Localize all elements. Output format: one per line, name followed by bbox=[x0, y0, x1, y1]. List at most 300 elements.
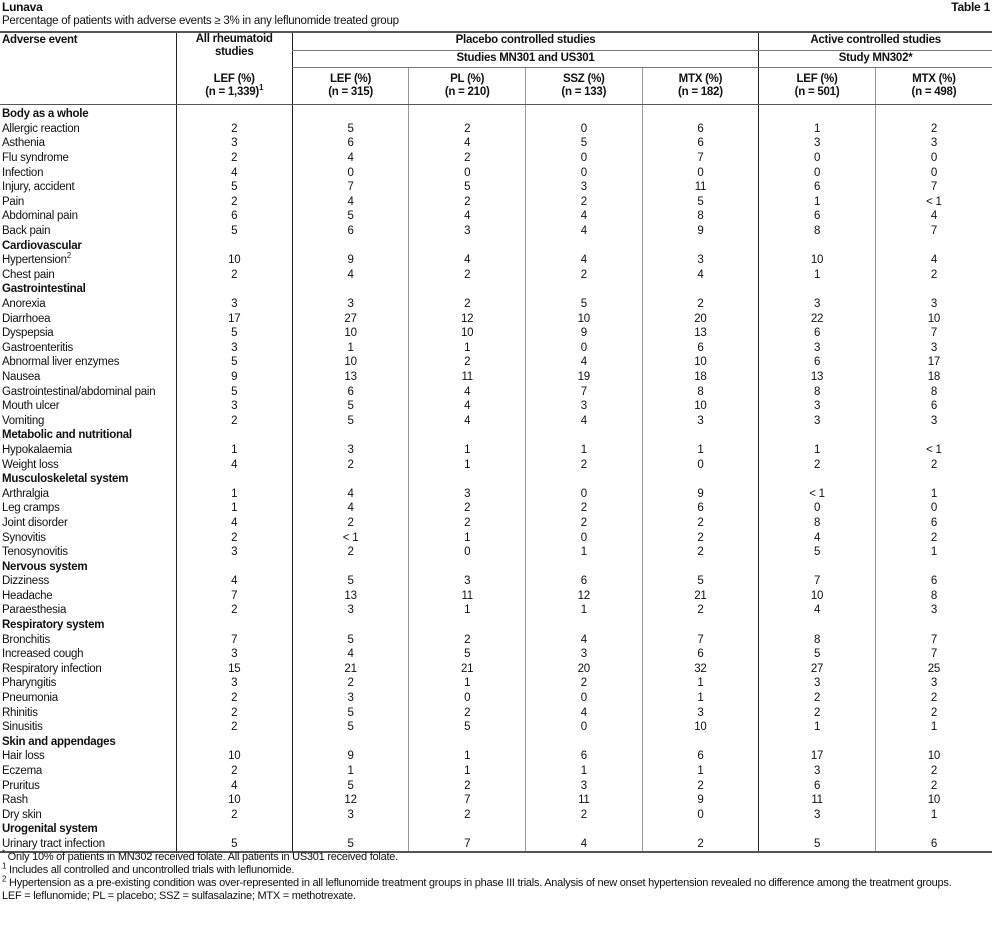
value-cell: 4 bbox=[525, 253, 642, 268]
section-header-row bbox=[0, 822, 992, 837]
value-cell: 2 bbox=[176, 603, 292, 618]
value-cell: 3 bbox=[409, 574, 526, 589]
value-cell: 10 bbox=[176, 253, 292, 268]
value-cell: 7 bbox=[875, 224, 992, 239]
event-label: Mouth ulcer bbox=[2, 400, 60, 413]
empty-cell bbox=[525, 282, 642, 297]
value-cell: 19 bbox=[525, 370, 642, 385]
footnote-mark: 1 bbox=[2, 861, 7, 871]
value-cell: 3 bbox=[642, 413, 759, 428]
value-cell: 1 bbox=[759, 122, 876, 137]
empty-cell bbox=[759, 238, 876, 253]
event-label: Back pain bbox=[2, 225, 51, 238]
value-cell: 2 bbox=[176, 720, 292, 735]
value-cell: 3 bbox=[176, 647, 292, 662]
value-cell: 1 bbox=[759, 443, 876, 458]
event-label: Dry skin bbox=[2, 808, 42, 821]
value-cell: 0 bbox=[642, 457, 759, 472]
subheader-3 bbox=[525, 68, 642, 105]
empty-cell bbox=[875, 282, 992, 297]
value-cell: 3 bbox=[176, 341, 292, 356]
value-cell: 9 bbox=[292, 749, 409, 764]
adverse-event-name bbox=[0, 399, 176, 414]
value-cell: 4 bbox=[292, 647, 409, 662]
value-cell: 2 bbox=[409, 195, 526, 210]
value-cell: 5 bbox=[292, 413, 409, 428]
value-cell: 7 bbox=[176, 632, 292, 647]
value-cell: 2 bbox=[875, 530, 992, 545]
empty-cell bbox=[409, 428, 526, 443]
value-cell: 6 bbox=[642, 501, 759, 516]
value-cell: 1 bbox=[176, 443, 292, 458]
subheader-2 bbox=[409, 68, 526, 105]
subheader-n: (n = 182) bbox=[678, 86, 723, 98]
value-cell: 20 bbox=[642, 311, 759, 326]
footnote-text: LEF = leflunomide; PL = placebo; SSZ = sulfasalazine; MTX = methotrexate. bbox=[2, 890, 356, 902]
value-cell: 4 bbox=[525, 705, 642, 720]
footnote-text: Includes all controlled and uncontrolled trials with leflunomide. bbox=[6, 864, 295, 876]
adverse-event-name bbox=[0, 443, 176, 458]
value-cell: 10 bbox=[642, 399, 759, 414]
adverse-event-name bbox=[0, 341, 176, 356]
value-cell: < 1 bbox=[759, 486, 876, 501]
value-cell: 5 bbox=[176, 224, 292, 239]
value-cell: 21 bbox=[409, 662, 526, 677]
value-cell: 10 bbox=[292, 355, 409, 370]
table-row bbox=[0, 355, 992, 370]
value-cell: 7 bbox=[525, 384, 642, 399]
value-cell: 5 bbox=[525, 297, 642, 312]
adverse-event-name bbox=[0, 370, 176, 385]
value-cell: 3 bbox=[759, 764, 876, 779]
empty-cell bbox=[875, 735, 992, 750]
value-cell: 8 bbox=[642, 384, 759, 399]
adverse-event-name bbox=[0, 165, 176, 180]
table-row bbox=[0, 808, 992, 823]
empty-cell bbox=[292, 238, 409, 253]
value-cell: 1 bbox=[292, 341, 409, 356]
adverse-event-name bbox=[0, 676, 176, 691]
adverse-event-name bbox=[0, 268, 176, 283]
empty-cell bbox=[642, 282, 759, 297]
value-cell: 2 bbox=[409, 516, 526, 531]
value-cell: 3 bbox=[875, 341, 992, 356]
adverse-event-name bbox=[0, 545, 176, 560]
table-row bbox=[0, 837, 992, 853]
empty-cell bbox=[525, 618, 642, 633]
value-cell: 4 bbox=[409, 136, 526, 151]
event-label: Chest pain bbox=[2, 268, 55, 281]
adverse-event-name bbox=[0, 837, 176, 853]
value-cell: 11 bbox=[642, 180, 759, 195]
empty-cell bbox=[409, 618, 526, 633]
subheader-n: (n = 1,339) bbox=[205, 85, 260, 98]
value-cell: 5 bbox=[759, 647, 876, 662]
value-cell: 2 bbox=[409, 778, 526, 793]
empty-cell bbox=[409, 735, 526, 750]
table-row bbox=[0, 384, 992, 399]
value-cell: 1 bbox=[875, 720, 992, 735]
value-cell: 9 bbox=[642, 224, 759, 239]
table-row bbox=[0, 793, 992, 808]
value-cell: 12 bbox=[409, 311, 526, 326]
value-cell: 3 bbox=[525, 647, 642, 662]
empty-cell bbox=[409, 822, 526, 837]
subheader-n: (n = 210) bbox=[444, 86, 490, 98]
value-cell: 5 bbox=[642, 195, 759, 210]
value-cell: 9 bbox=[642, 793, 759, 808]
footnote-mark: 2 bbox=[2, 874, 7, 884]
value-cell: 3 bbox=[176, 676, 292, 691]
value-cell: 11 bbox=[409, 370, 526, 385]
value-cell: 10 bbox=[875, 311, 992, 326]
table-row bbox=[0, 151, 992, 166]
value-cell: 8 bbox=[759, 632, 876, 647]
table-row bbox=[0, 180, 992, 195]
value-cell: 6 bbox=[875, 837, 992, 853]
value-cell: 5 bbox=[292, 209, 409, 224]
empty-cell bbox=[176, 428, 292, 443]
table-label: Table 1 bbox=[951, 0, 990, 14]
value-cell: 3 bbox=[875, 603, 992, 618]
value-cell: 2 bbox=[642, 530, 759, 545]
value-cell: 6 bbox=[875, 399, 992, 414]
value-cell: 4 bbox=[525, 209, 642, 224]
value-cell: 2 bbox=[759, 705, 876, 720]
value-cell: 1 bbox=[525, 603, 642, 618]
event-label: Vomiting bbox=[2, 414, 45, 427]
event-label: Infection bbox=[2, 166, 44, 179]
empty-cell bbox=[525, 238, 642, 253]
event-label: Gastroenteritis bbox=[2, 341, 74, 354]
value-cell: 2 bbox=[875, 764, 992, 779]
empty-cell bbox=[176, 618, 292, 633]
empty-cell bbox=[642, 559, 759, 574]
value-cell: 3 bbox=[875, 136, 992, 151]
value-cell: 7 bbox=[875, 632, 992, 647]
value-cell: 5 bbox=[759, 837, 876, 853]
value-cell: 2 bbox=[409, 297, 526, 312]
value-cell: 6 bbox=[525, 749, 642, 764]
value-cell: 5 bbox=[409, 180, 526, 195]
section-header-row bbox=[0, 472, 992, 487]
table-row bbox=[0, 632, 992, 647]
event-label: Pneumonia bbox=[2, 692, 58, 705]
value-cell: 0 bbox=[525, 530, 642, 545]
value-cell: 4 bbox=[292, 501, 409, 516]
table-row bbox=[0, 589, 992, 604]
value-cell: 1 bbox=[176, 486, 292, 501]
value-cell: 0 bbox=[759, 165, 876, 180]
value-cell: 1 bbox=[525, 443, 642, 458]
value-cell: 6 bbox=[642, 122, 759, 137]
empty-cell bbox=[759, 472, 876, 487]
value-cell: 27 bbox=[759, 662, 876, 677]
event-label: Injury, accident bbox=[2, 181, 75, 194]
adverse-event-name bbox=[0, 808, 176, 823]
subheader-drug: PL (%) bbox=[450, 73, 485, 85]
value-cell: 2 bbox=[642, 778, 759, 793]
event-label: Abdominal pain bbox=[2, 210, 78, 223]
value-cell: 4 bbox=[292, 151, 409, 166]
table-subtitle: Percentage of patients with adverse events ≥ 3% in any leflunomide treated group bbox=[2, 15, 399, 27]
footnote-text: Hypertension as a pre-existing condition was over-represented in all leflunomide treatment groups in phase III trials. Analysis of new onset hypertension revealed no difference among the treatment groups. bbox=[6, 877, 952, 889]
empty-cell bbox=[292, 618, 409, 633]
value-cell: 3 bbox=[525, 778, 642, 793]
value-cell: 2 bbox=[525, 195, 642, 210]
value-cell: 3 bbox=[759, 676, 876, 691]
event-label: Urinary tract infection bbox=[2, 837, 105, 850]
table-row bbox=[0, 195, 992, 210]
value-cell: 4 bbox=[525, 355, 642, 370]
empty-cell bbox=[525, 472, 642, 487]
adverse-event-name bbox=[0, 691, 176, 706]
table-row bbox=[0, 720, 992, 735]
value-cell: 17 bbox=[176, 311, 292, 326]
value-cell: 3 bbox=[292, 691, 409, 706]
adverse-event-name bbox=[0, 122, 176, 137]
value-cell: 8 bbox=[875, 589, 992, 604]
value-cell: 5 bbox=[176, 837, 292, 853]
value-cell: 18 bbox=[642, 370, 759, 385]
value-cell: 8 bbox=[759, 384, 876, 399]
value-cell: 2 bbox=[642, 516, 759, 531]
table-row bbox=[0, 122, 992, 137]
value-cell: 2 bbox=[292, 457, 409, 472]
adverse-event-name bbox=[0, 764, 176, 779]
value-cell: 2 bbox=[176, 413, 292, 428]
value-cell: 2 bbox=[525, 808, 642, 823]
table-row bbox=[0, 457, 992, 472]
header-studies-mn301-us301: Studies MN301 and US301 bbox=[292, 51, 758, 68]
value-cell: 3 bbox=[176, 545, 292, 560]
value-cell: 22 bbox=[759, 311, 876, 326]
empty-cell bbox=[292, 105, 409, 122]
value-cell: 18 bbox=[875, 370, 992, 385]
value-cell: 5 bbox=[176, 326, 292, 341]
empty-cell bbox=[642, 105, 759, 122]
value-cell: 25 bbox=[875, 662, 992, 677]
header-all-rheumatoid: All rheumatoid studies bbox=[176, 32, 292, 68]
footnote-mark: * bbox=[2, 848, 5, 858]
value-cell: 11 bbox=[409, 589, 526, 604]
empty-cell bbox=[292, 428, 409, 443]
empty-cell bbox=[409, 472, 526, 487]
table-row bbox=[0, 136, 992, 151]
event-label: Diarrhoea bbox=[2, 312, 51, 325]
empty-cell bbox=[176, 282, 292, 297]
value-cell: 2 bbox=[759, 691, 876, 706]
value-cell: 2 bbox=[642, 545, 759, 560]
empty-cell bbox=[525, 105, 642, 122]
value-cell: 6 bbox=[292, 136, 409, 151]
value-cell: 10 bbox=[642, 355, 759, 370]
footnote bbox=[2, 890, 990, 903]
empty-cell bbox=[292, 282, 409, 297]
value-cell: 8 bbox=[875, 384, 992, 399]
table-row bbox=[0, 691, 992, 706]
value-cell: 4 bbox=[176, 457, 292, 472]
header-adverse-event: Adverse event bbox=[0, 32, 176, 105]
value-cell: 5 bbox=[176, 384, 292, 399]
value-cell: 5 bbox=[525, 136, 642, 151]
value-cell: 5 bbox=[409, 720, 526, 735]
adverse-event-name bbox=[0, 311, 176, 326]
value-cell: 6 bbox=[642, 136, 759, 151]
value-cell: 1 bbox=[409, 676, 526, 691]
adverse-event-name bbox=[0, 632, 176, 647]
empty-cell bbox=[292, 559, 409, 574]
footnote-text: Only 10% of patients in MN302 received folate. All patients in US301 received folate. bbox=[4, 851, 398, 863]
subheader-drug: LEF (%) bbox=[796, 73, 838, 85]
value-cell: 15 bbox=[176, 662, 292, 677]
value-cell: 27 bbox=[292, 311, 409, 326]
adverse-event-name bbox=[0, 209, 176, 224]
value-cell: 2 bbox=[409, 808, 526, 823]
value-cell: 2 bbox=[176, 195, 292, 210]
value-cell: 6 bbox=[642, 341, 759, 356]
value-cell: 3 bbox=[875, 413, 992, 428]
value-cell: 4 bbox=[176, 516, 292, 531]
value-cell: 20 bbox=[525, 662, 642, 677]
empty-cell bbox=[176, 238, 292, 253]
value-cell: 6 bbox=[759, 355, 876, 370]
event-label: Anorexia bbox=[2, 298, 46, 311]
value-cell: 3 bbox=[292, 603, 409, 618]
value-cell: 5 bbox=[642, 574, 759, 589]
value-cell: 2 bbox=[176, 268, 292, 283]
empty-cell bbox=[759, 428, 876, 443]
section-name: Cardiovascular bbox=[2, 239, 82, 252]
empty-cell bbox=[875, 428, 992, 443]
value-cell: 2 bbox=[875, 457, 992, 472]
subheader-0 bbox=[176, 68, 292, 105]
adverse-event-name bbox=[0, 793, 176, 808]
value-cell: 17 bbox=[759, 749, 876, 764]
value-cell: 12 bbox=[292, 793, 409, 808]
table-row bbox=[0, 676, 992, 691]
value-cell: 7 bbox=[759, 574, 876, 589]
value-cell: 5 bbox=[292, 720, 409, 735]
section-header-row bbox=[0, 105, 992, 122]
adverse-event-name bbox=[0, 384, 176, 399]
value-cell: 5 bbox=[292, 574, 409, 589]
empty-cell bbox=[759, 282, 876, 297]
value-cell: 6 bbox=[875, 574, 992, 589]
event-label: Pain bbox=[2, 195, 25, 208]
value-cell: 2 bbox=[642, 837, 759, 853]
value-cell: 6 bbox=[642, 647, 759, 662]
value-cell: 2 bbox=[525, 676, 642, 691]
value-cell: < 1 bbox=[292, 530, 409, 545]
value-cell: 1 bbox=[409, 749, 526, 764]
value-cell: 2 bbox=[525, 268, 642, 283]
value-cell: 3 bbox=[759, 413, 876, 428]
value-cell: 7 bbox=[875, 647, 992, 662]
value-cell: 8 bbox=[759, 516, 876, 531]
table-row bbox=[0, 165, 992, 180]
value-cell: 0 bbox=[759, 501, 876, 516]
value-cell: 3 bbox=[875, 676, 992, 691]
value-cell: 1 bbox=[759, 195, 876, 210]
table-row bbox=[0, 603, 992, 618]
value-cell: 13 bbox=[292, 589, 409, 604]
empty-cell bbox=[409, 105, 526, 122]
event-label: Hair loss bbox=[2, 750, 45, 763]
value-cell: 2 bbox=[525, 516, 642, 531]
empty-cell bbox=[292, 822, 409, 837]
event-label: Nausea bbox=[2, 370, 41, 383]
value-cell: 13 bbox=[759, 370, 876, 385]
event-label: Allergic reaction bbox=[2, 122, 80, 135]
table-row bbox=[0, 530, 992, 545]
value-cell: 3 bbox=[176, 297, 292, 312]
value-cell: 3 bbox=[176, 136, 292, 151]
event-label: Headache bbox=[2, 589, 53, 602]
value-cell: 32 bbox=[642, 662, 759, 677]
value-cell: 0 bbox=[525, 151, 642, 166]
value-cell: 10 bbox=[875, 793, 992, 808]
value-cell: 1 bbox=[176, 501, 292, 516]
value-cell: 21 bbox=[642, 589, 759, 604]
value-cell: 0 bbox=[642, 165, 759, 180]
table-row bbox=[0, 413, 992, 428]
value-cell: 5 bbox=[292, 632, 409, 647]
adverse-event-name bbox=[0, 486, 176, 501]
event-label: Gastrointestinal/abdominal pain bbox=[2, 385, 156, 398]
value-cell: 2 bbox=[642, 297, 759, 312]
value-cell: 2 bbox=[176, 705, 292, 720]
footnote bbox=[2, 861, 990, 877]
subheader-drug: LEF (%) bbox=[330, 73, 372, 85]
value-cell: 2 bbox=[525, 501, 642, 516]
event-label: Joint disorder bbox=[2, 516, 68, 529]
header-active-controlled: Active controlled studies bbox=[759, 32, 992, 51]
adverse-event-name bbox=[0, 457, 176, 472]
value-cell: 2 bbox=[875, 268, 992, 283]
adverse-event-name bbox=[0, 413, 176, 428]
subheader-1 bbox=[292, 68, 409, 105]
section-header-row bbox=[0, 282, 992, 297]
subheader-drug: MTX (%) bbox=[678, 73, 723, 85]
value-cell: 3 bbox=[409, 224, 526, 239]
value-cell: 4 bbox=[525, 224, 642, 239]
adverse-event-name bbox=[0, 705, 176, 720]
value-cell: 4 bbox=[759, 603, 876, 618]
subheader-4 bbox=[642, 68, 759, 105]
table-row bbox=[0, 516, 992, 531]
value-cell: 2 bbox=[409, 355, 526, 370]
adverse-event-name bbox=[0, 326, 176, 341]
empty-cell bbox=[875, 472, 992, 487]
section-header-row bbox=[0, 559, 992, 574]
value-cell: 6 bbox=[292, 224, 409, 239]
empty-cell bbox=[642, 618, 759, 633]
value-cell: 2 bbox=[176, 691, 292, 706]
value-cell: 21 bbox=[292, 662, 409, 677]
empty-cell bbox=[525, 428, 642, 443]
value-cell: 1 bbox=[409, 603, 526, 618]
empty-cell bbox=[176, 105, 292, 122]
value-cell: 2 bbox=[176, 764, 292, 779]
empty-cell bbox=[642, 822, 759, 837]
empty-cell bbox=[642, 472, 759, 487]
value-cell: 3 bbox=[759, 399, 876, 414]
value-cell: 1 bbox=[409, 530, 526, 545]
event-label: Hypertension bbox=[2, 254, 67, 267]
value-cell: 2 bbox=[409, 151, 526, 166]
value-cell: 7 bbox=[875, 180, 992, 195]
